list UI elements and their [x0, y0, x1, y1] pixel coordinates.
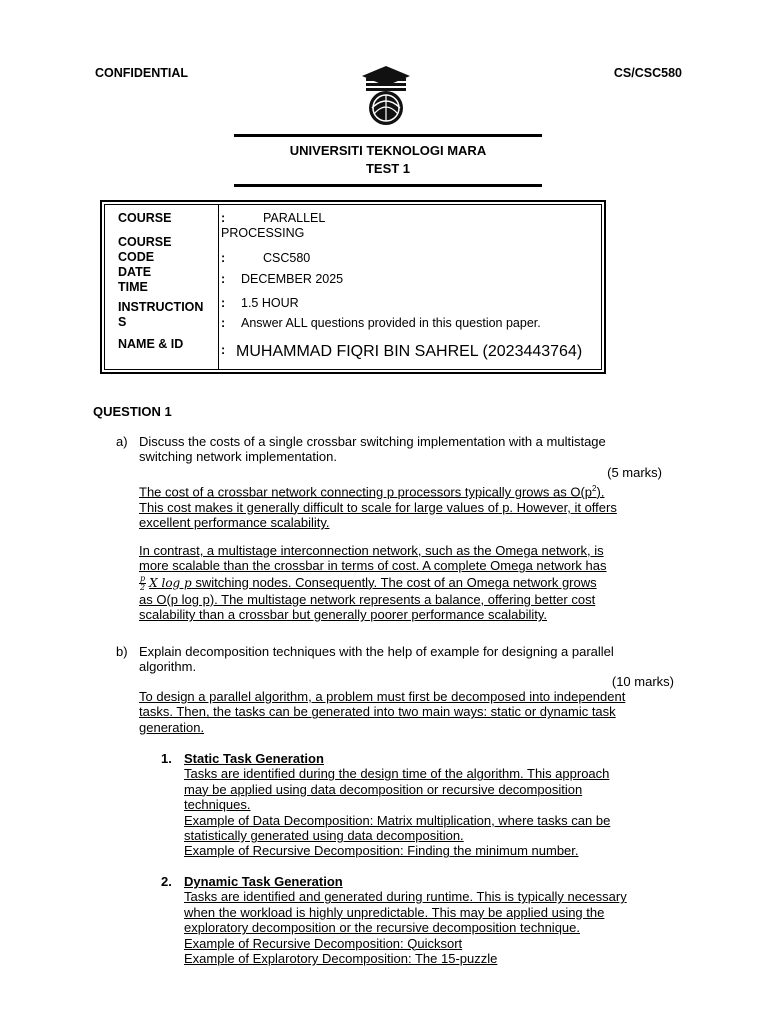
- instructions-value: Answer ALL questions provided in this question paper.: [241, 316, 541, 330]
- question-title: QUESTION 1: [93, 404, 172, 419]
- part-b-question: Explain decomposition techniques with the help of example for designing a parallel algorithm.: [139, 644, 614, 675]
- university-name: UNIVERSITI TEKNOLOGI MARA: [289, 143, 487, 158]
- item-1-number: 1.: [161, 751, 172, 766]
- course-code-label-line2: CODE: [118, 250, 155, 264]
- course-value-line2: PROCESSING: [221, 226, 305, 240]
- item-2-dynamic-task-generation: Dynamic Task Generation Tasks are identified and generated during runtime. This is typically necessary when the workload is highly unpredictable. This may be applied using the exploratory decomposition or the recursive decomposition technique. Example of Recursive Decomposition: Quicksort Example of Explarotory Decomposition: The 15-puzzle: [184, 874, 627, 967]
- part-a-answer-paragraph-1: The cost of a crossbar network connecting p processors typically grows as $O(p^2)$. This cost makes it generally difficult to scale for large values of p. However, it offers excellent performance scalability.: [139, 484, 617, 531]
- course-code-header: CS/CSC580: [613, 66, 682, 80]
- date-value: DECEMBER 2025: [241, 272, 344, 286]
- course-code-label-line1: COURSE: [118, 235, 172, 249]
- part-a-answer-paragraph-2: In contrast, a multistage interconnection network, such as the Omega network, is more scalable than the crossbar in terms of cost. A complete Omega network has $\frac{p}{2}$ X log p switching nodes. Consequently. The cost of an Omega network grows as O(p log p). The multistage network represents a balance, offering better cost scalability than a crossbar but generally poorer performance scalability.: [139, 543, 607, 623]
- part-a-question: Discuss the costs of a single crossbar switching implementation with a multistage switching network implementation.: [139, 434, 606, 465]
- course-value-line1: PARALLEL: [263, 211, 326, 225]
- course-label: COURSE: [118, 211, 172, 225]
- date-colon: :: [221, 272, 226, 286]
- course-colon: :: [221, 211, 226, 225]
- time-value: 1.5 HOUR: [241, 296, 299, 310]
- part-b-label: b): [116, 644, 128, 659]
- time-label: TIME: [118, 280, 148, 294]
- item-1-static-task-generation: Static Task Generation Tasks are identified during the design time of the algorithm. This approach may be applied using data decomposition or recursive decomposition techniques. Example of Data Decomposition: Matrix multiplication, where tasks can be statistically generated using data decomposition. Example of Recursive Decomposition: Finding the minimum number.: [184, 751, 611, 859]
- title-rule-bottom: [234, 184, 542, 187]
- instructions-label-line2: S: [118, 315, 127, 329]
- info-box-divider: [218, 205, 219, 369]
- student-name-id: MUHAMMAD FIQRI BIN SAHREL (2023443764): [236, 343, 583, 360]
- instructions-label-line1: INSTRUCTION: [118, 300, 204, 314]
- test-title: TEST 1: [365, 161, 411, 176]
- part-b-answer-intro: To design a parallel algorithm, a problem must first be decomposed into independent tasks. Then, the tasks can be generated into two main ways: static or dynamic task generation.: [139, 689, 626, 735]
- instructions-colon: :: [221, 316, 226, 330]
- fraction-p-over-2: $\frac{p}{2}$: [140, 573, 146, 592]
- part-a-label: a): [116, 434, 128, 449]
- confidential-label: CONFIDENTIAL: [95, 66, 189, 80]
- name-colon: :: [221, 343, 226, 357]
- math-x-log-p: X log p: [149, 575, 192, 590]
- part-b-marks: (10 marks): [611, 674, 674, 689]
- part-a-marks: (5 marks): [607, 465, 662, 480]
- date-label: DATE: [118, 265, 152, 279]
- name-id-label: NAME & ID: [118, 337, 184, 351]
- code-colon: :: [221, 251, 226, 265]
- title-rule-top: [234, 134, 542, 137]
- course-code-value: CSC580: [263, 251, 311, 265]
- time-colon: :: [221, 296, 226, 310]
- item-2-number: 2.: [161, 874, 172, 889]
- university-logo-icon: [360, 64, 412, 126]
